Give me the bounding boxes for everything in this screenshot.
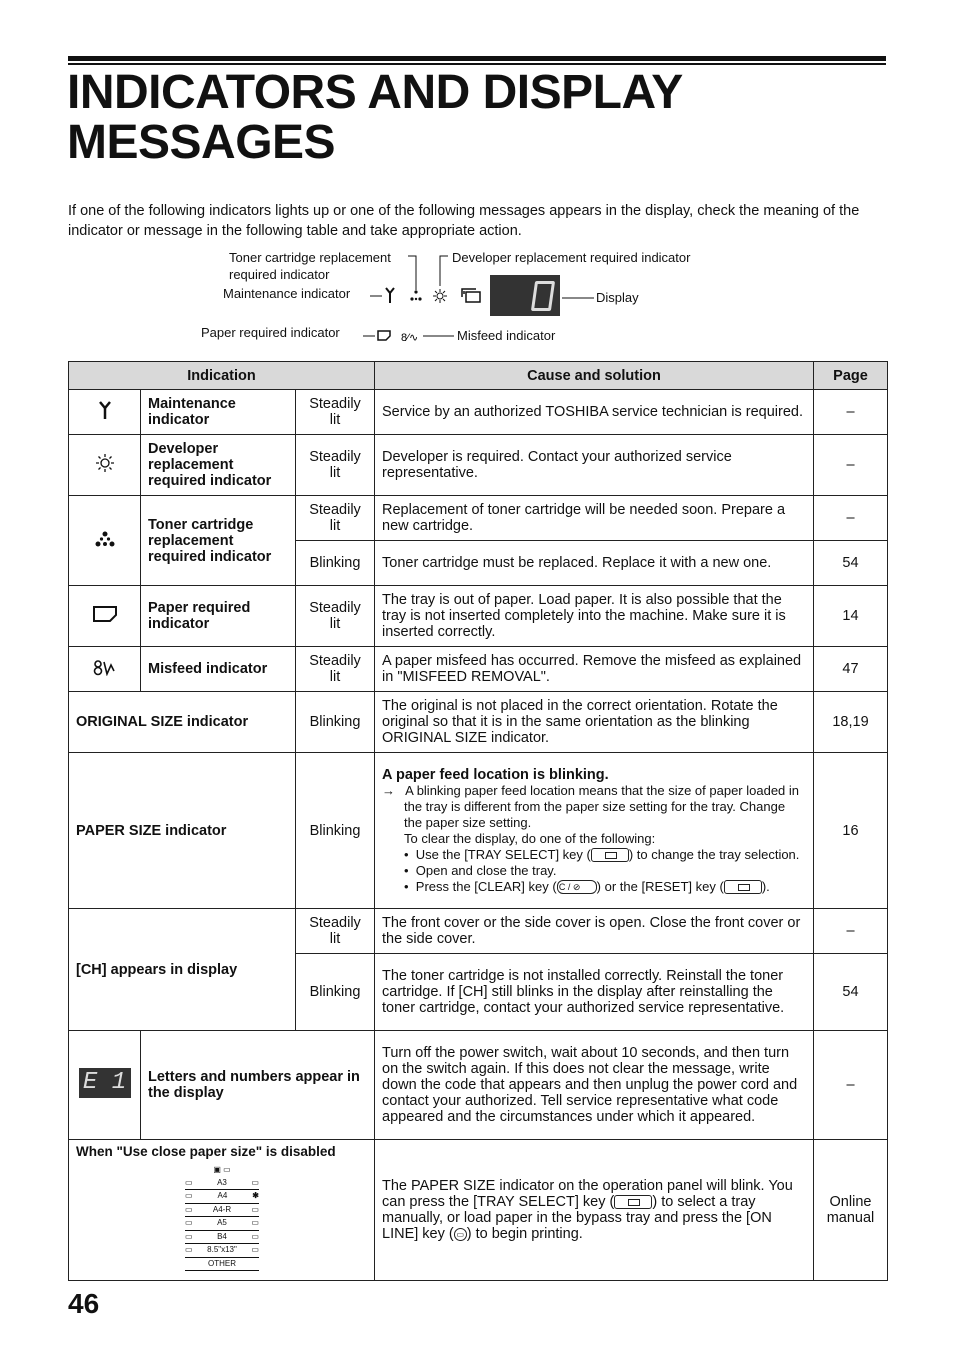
developer-label: Developer replacement required indicator (452, 250, 691, 265)
table-row: PAPER SIZE indicator Blinking A paper feed location is blinking. → A blinking paper feed location means that the size of paper loaded in the tray is different from the paper size setting for the tray. Change the paper size setting. To clear the display, do one of the following: • Use the [TRAY SELECT] key ( ) to change the tray selection. • Open and close the tray. • Press the [CLEAR] key ( C / ⊘ ) or the [RESET] key ( ). 16 (69, 753, 888, 909)
display-label: Display (596, 290, 639, 305)
toner-icon (410, 290, 421, 300)
table-row: When "Use close paper size" is disabled ▣ ▭ ▭ A3 ▭ ▭ A4 ✱ ▭ A4-R ▭ ▭ A5 ▭ ▭ B4 ▭ ▭ 8.5"x13" ▭ OTHER The PAPER SIZE indicator on the operation panel will blink. You can press the [TRAY SELECT] key ( ) to select a tray manually, or load paper in the bypass tray and press the [ON LINE] key ( ▭ ) to begin printing. Online manual (69, 1140, 888, 1281)
paper-size-indicator-diagram: ▣ ▭ ▭ A3 ▭ ▭ A4 ✱ ▭ A4-R ▭ ▭ A5 ▭ ▭ B4 ▭ ▭ 8.5"x13" ▭ OTHER (185, 1164, 259, 1271)
display-panel (490, 275, 560, 316)
paper-icon (69, 586, 141, 647)
tray-select-key-icon (591, 848, 629, 862)
indicator-diagram: Toner cartridge replacement required indicator Developer replacement required indicator Maintenance indicator Display Paper required indicator Misfeed indicator 8⁄∿ (190, 246, 750, 351)
tray-select-key-icon (614, 1195, 652, 1209)
page-title: INDICATORS AND DISPLAY MESSAGES (67, 66, 683, 169)
header-indication: Indication (69, 362, 375, 390)
stack-icon (462, 289, 480, 302)
table-row: Blinking Toner cartridge must be replaced. Replace it with a new one. 54 (69, 541, 888, 586)
diagram-lines (190, 246, 750, 351)
top-rule-thick (68, 56, 886, 61)
sun-icon (433, 289, 447, 303)
table-row: Toner cartridge replacement required indicator Steadily lit Replacement of toner cartridge will be needed soon. Prepare a new cartridge. – (69, 496, 888, 541)
table-row: Blinking The toner cartridge is not installed correctly. Reinstall the toner cartridge. If [CH] still blinks in the display after reinstalling the toner cartridge, contact your authorized service representative. 54 (69, 954, 888, 1031)
table-row: Paper required indicator Steadily lit The tray is out of paper. Load paper. It is also possible that the tray is not inserted completely into the machine. Make sure it is inserted correctly. 14 (69, 586, 888, 647)
table-row: [CH] appears in display Steadily lit The front cover or the side cover is open. Close the front cover or the side cover. – (69, 909, 888, 954)
table-row: Maintenance indicator Steadily lit Service by an authorized TOSHIBA service technician is required. – (69, 390, 888, 435)
wrench-icon (69, 390, 141, 435)
paper-label: Paper required indicator (201, 325, 340, 340)
paper-size-cause: A paper feed location is blinking. → A blinking paper feed location means that the size of paper loaded in the tray is different from the paper size setting for the tray. Change the paper size setting. To clear the display, do one of the following: • Use the [TRAY SELECT] key ( ) to change the tray selection. • Open and close the tray. • Press the [CLEAR] key ( C / ⊘ ) or the [RESET] key ( ). (375, 753, 814, 909)
header-cause: Cause and solution (375, 362, 814, 390)
misfeed-icon (69, 647, 141, 692)
toner-label: Toner cartridge replacement (229, 250, 391, 265)
bypass-icon: ▣ ▭ (213, 1165, 231, 1174)
reset-key-icon (724, 880, 762, 894)
wrench-icon (386, 288, 394, 303)
header-page: Page (814, 362, 888, 390)
toner-icon (69, 496, 141, 586)
e1-display-icon: E 1 (69, 1031, 141, 1140)
sun-icon (69, 435, 141, 496)
online-key-icon: ▭ (454, 1228, 467, 1241)
paper-icon (378, 331, 390, 340)
indicator-table (68, 361, 888, 1281)
table-row: ORIGINAL SIZE indicator Blinking The original is not placed in the correct orientation. Rotate the original so that it is in the same orientation as the blinking ORIGINAL SIZE indicator. 18,19 (69, 692, 888, 753)
top-rule-thin (68, 63, 886, 65)
display-digit (531, 281, 555, 311)
maintenance-label: Maintenance indicator (223, 286, 351, 301)
page-number: 46 (68, 1288, 100, 1319)
misfeed-icon: 8⁄∿ (401, 332, 419, 344)
table-row: Misfeed indicator Steadily lit A paper misfeed has occurred. Remove the misfeed as explained in "MISFEED REMOVAL". 47 (69, 647, 888, 692)
table-row: E 1 Letters and numbers appear in the display Turn off the power switch, wait about 10 seconds, and then turn on the switch again. If this does not clear the message, write down the code that appears and then unplug the power cord and contact your authorized. Tell service representative what code appeared and the circumstances under which it appeared. – (69, 1031, 888, 1140)
clear-key-icon: C / ⊘ (557, 880, 597, 894)
misfeed-label: Misfeed indicator (457, 328, 556, 343)
table-row: Developer replacement required indicator Steadily lit Developer is required. Contact your authorized service representative. – (69, 435, 888, 496)
intro-paragraph: If one of the following indicators lights up or one of the following messages appears in the display, check the meaning of the indicator or message in the following table and take appropriate action. (68, 203, 860, 239)
table-header-row (69, 362, 888, 390)
